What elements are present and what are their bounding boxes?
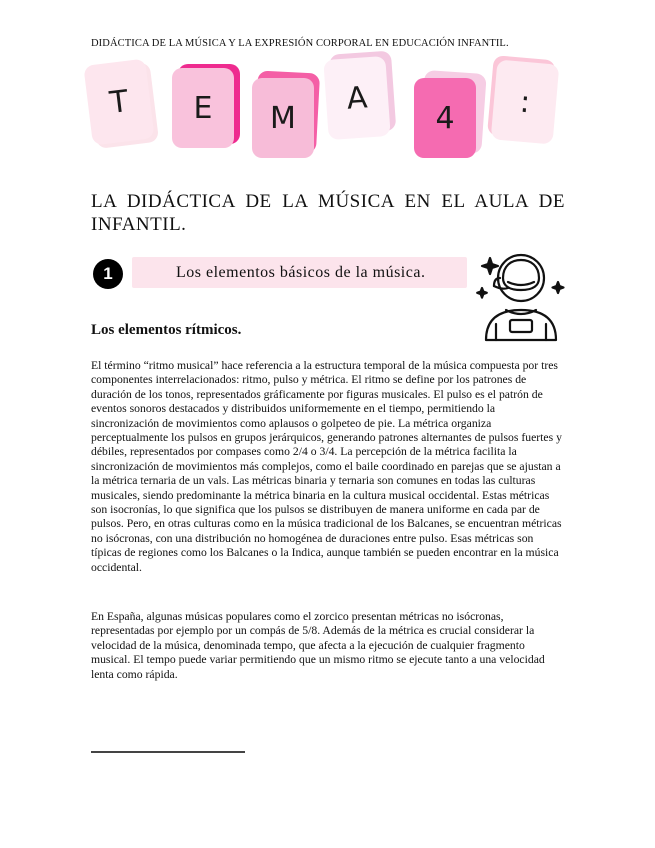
- tile-letter: A: [323, 56, 390, 140]
- tile-m: [252, 78, 314, 158]
- section-number-badge: 1: [93, 259, 123, 289]
- tile-4: [414, 78, 476, 158]
- body-paragraph: El término “ritmo musical” hace referencia a la estructura temporal de la música compuesta por tres componentes interrelacionados: ritmo, pulso y métrica. El ritmo se define por los patrones de duración de los tonos, representados gráficamente por figuras musicales. El pulso es el patrón de eventos sonoros destacados y distribuidos uniformemente en el tiempo, permitiendo la sincronización de movimientos como aplausos o golpeteo de pie. La métrica organiza perceptualmente los pulsos en grupos jerárquicos, generando patrones alternantes de pulsos fuertes y débiles, representados por compases como 2/4 o 3/4. La percepción de la métrica facilita la sincronización de movimientos más complejos, como el baile coordinado en parejas que se ajustan a la métrica ternaria de un vals. Las métricas binaria y ternaria son comunes en todas las culturas musicales, siendo predominante la métrica binaria en la cultura musical occidental. Estas métricas son isocronías, lo que significa que los pulsos se distribuyen de manera uniforme en cada par de pulsos. Pero, en otras culturas como en la música tradicional de los Balcanes, se encuentran métricas no isócronas, con una distribución no homogénea de duraciones entre pulso. Esas métricas son típicas de regiones como los Balcanes o la Indica, aunque también se pueden encontrar en la música occidental.: [91, 359, 562, 574]
- section-heading-label: Los elementos básicos de la música.: [176, 263, 426, 281]
- tile-a: [323, 56, 390, 140]
- tile-letter: M: [252, 78, 314, 158]
- subheading: Los elementos rítmicos.: [91, 322, 242, 338]
- tile-letter: 4: [414, 78, 476, 158]
- tile-letter: T: [83, 59, 154, 146]
- page-title: LA DIDÁCTICA DE LA MÚSICA EN EL AULA DE INFANTIL.: [91, 191, 565, 235]
- tile-t: [83, 59, 154, 146]
- tile-colon: [491, 59, 560, 144]
- tile-letter: E: [172, 68, 234, 148]
- section-heading-box: [132, 257, 467, 288]
- tile-e: [172, 68, 234, 148]
- astronaut-icon: [470, 248, 570, 348]
- footnote-separator: [91, 751, 245, 753]
- tile-letter: :: [491, 59, 560, 144]
- body-paragraph: En España, algunas músicas populares como el zorcico presentan métricas no isócronas, representadas por ejemplo por un compás de 5/8. Además de la métrica es crucial considerar la velocidad de la música, denominada tempo, que afecta a la ejecución de cualquier fragmento musical. El tempo puede variar permitiendo que un mismo ritmo se ejecute tanto a una velocidad lenta como rápida.: [91, 610, 545, 681]
- tema-title-tiles: [0, 0, 655, 170]
- page-header: DIDÁCTICA DE LA MÚSICA Y LA EXPRESIÓN CORPORAL EN EDUCACIÓN INFANTIL.: [91, 38, 509, 49]
